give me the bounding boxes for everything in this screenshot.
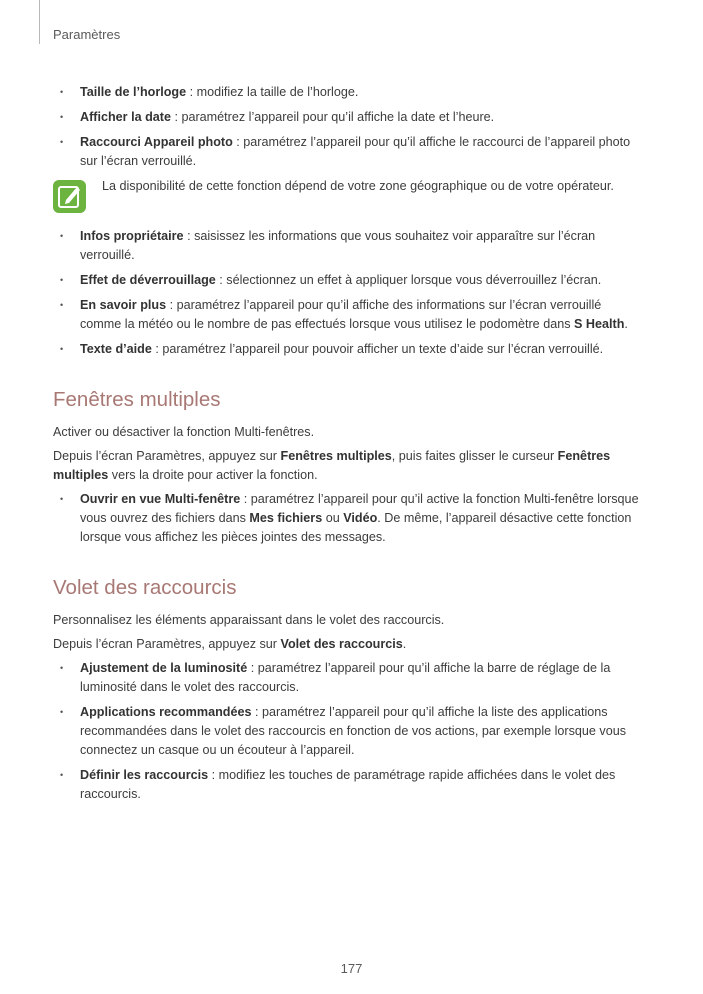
clock-options-list <box>53 83 643 171</box>
list-item: • En savoir plus : paramétrez l’appareil pour qu’il affiche des informations sur l’écran verrouillé comme la météo ou le nombre de pas effectués lorsque vous utilisez le podomètre dans S Health. <box>53 296 643 334</box>
main-content <box>53 83 643 810</box>
paragraph: Activer ou désactiver la fonction Multi-fenêtres. <box>53 425 315 439</box>
lockscreen-options-list <box>53 227 643 359</box>
list-item: • Applications recommandées : paramétrez l’appareil pour qu’il affiche la liste des applications recommandées dans le volet des raccourcis en fonction de vos actions, par exemple lorsque vous connectez un casque ou un écouteur à l’appareil. <box>53 703 643 760</box>
list-item: • Infos propriétaire : saisissez les informations que vous souhaitez voir apparaître sur l’écran verrouillé. <box>53 227 643 265</box>
list-item: • Taille de l’horloge : modifiez la taille de l’horloge. <box>53 83 643 102</box>
multi-window-options-list <box>53 490 643 547</box>
list-item: • Ajustement de la luminosité : paramétrez l’appareil pour qu’il affiche la barre de réglage de la luminosité dans le volet des raccourcis. <box>53 659 643 697</box>
section-heading-shortcuts: Volet des raccourcis <box>53 576 237 599</box>
note-text: La disponibilité de cette fonction dépend de votre zone géographique ou de votre opérateur. <box>102 179 614 193</box>
page-header: Paramètres <box>53 27 121 42</box>
list-item: • Raccourci Appareil photo : paramétrez l’appareil pour qu’il affiche le raccourci de l’appareil photo sur l’écran verrouillé. <box>53 133 643 171</box>
list-item: • Afficher la date : paramétrez l’appareil pour qu’il affiche la date et l’heure. <box>53 108 643 127</box>
note-pencil-icon <box>53 180 86 213</box>
paragraph: Personnalisez les éléments apparaissant dans le volet des raccourcis. <box>53 613 445 627</box>
note-box <box>53 177 643 213</box>
list-item: • Effet de déverrouillage : sélectionnez un effet à appliquer lorsque vous déverrouillez l’écran. <box>53 271 643 290</box>
header-rule <box>39 0 40 44</box>
paragraph: Depuis l’écran Paramètres, appuyez sur Fenêtres multiples, puis faites glisser le curseur Fenêtres multiples vers la droite pour activer la fonction. <box>53 449 611 482</box>
list-item: • Ouvrir en vue Multi-fenêtre : paramétrez l’appareil pour qu’il active la fonction Multi-fenêtre lorsque vous ouvrez des fichiers dans Mes fichiers ou Vidéo. De même, l’appareil désactive cette fonction lorsque vous affichez les pièces jointes des messages. <box>53 490 643 547</box>
shortcuts-options-list <box>53 659 643 804</box>
page-number: 177 <box>340 961 363 976</box>
list-item: • Définir les raccourcis : modifiez les touches de paramétrage rapide affichées dans le volet des raccourcis. <box>53 766 643 804</box>
list-item: • Texte d’aide : paramétrez l’appareil pour pouvoir afficher un texte d’aide sur l’écran verrouillé. <box>53 340 643 359</box>
section-heading-multi-window: Fenêtres multiples <box>53 388 221 411</box>
paragraph: Depuis l’écran Paramètres, appuyez sur Volet des raccourcis. <box>53 637 407 651</box>
